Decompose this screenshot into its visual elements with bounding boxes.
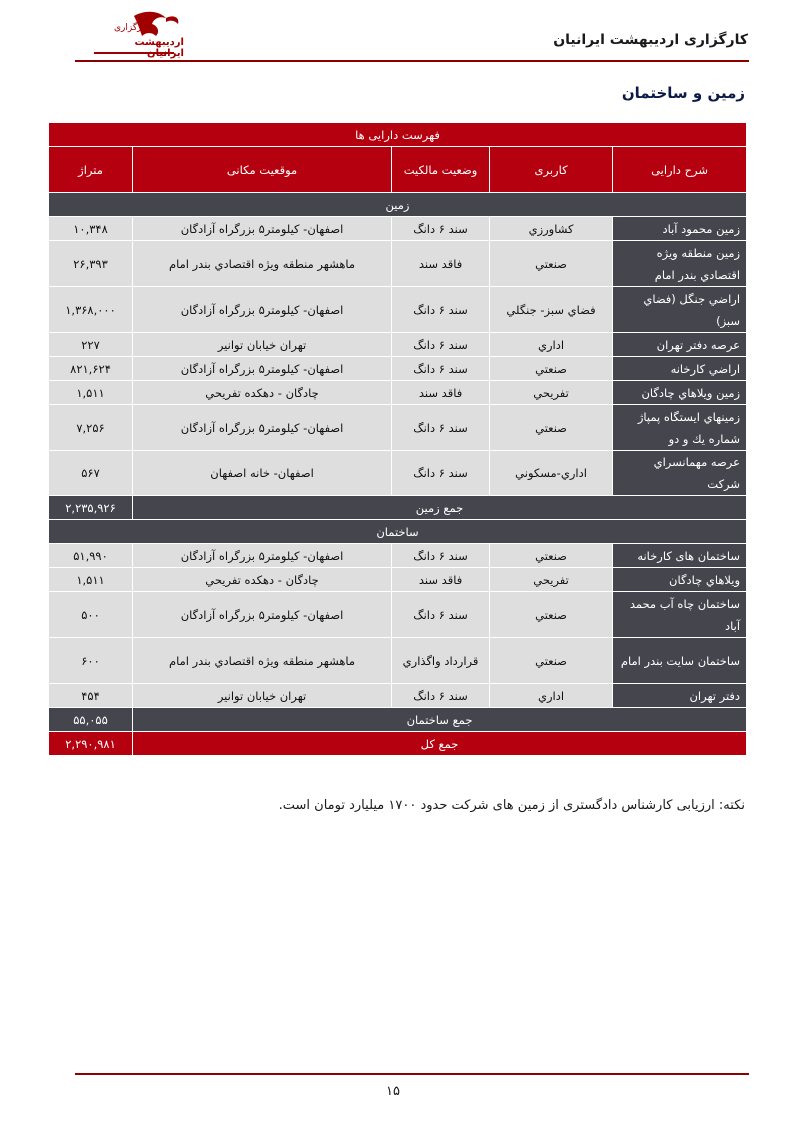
cell-usage: تفریحي <box>490 381 613 405</box>
grand-total-row <box>49 732 747 756</box>
table-row <box>49 241 747 287</box>
cell-area: ۵۶۷ <box>49 451 133 496</box>
cell-ownership: سند ۶ دانگ <box>392 544 490 568</box>
building-total-value: ۵۵,۰۵۵ <box>49 708 133 732</box>
land-group-label: زمین <box>49 193 747 217</box>
cell-area: ۲۲۷ <box>49 333 133 357</box>
cell-ownership: سند ۶ دانگ <box>392 592 490 638</box>
cell-usage: صنعتي <box>490 592 613 638</box>
cell-location: اصفهان- کیلومتر۵ بزرگراه آزادگان <box>133 287 392 333</box>
table-row <box>49 381 747 405</box>
cell-location: اصفهان- کیلومتر۵ بزرگراه آزادگان <box>133 405 392 451</box>
cell-desc: ویلاهاي چادگان <box>613 568 747 592</box>
cell-ownership: سند ۶ دانگ <box>392 217 490 241</box>
footer-divider <box>75 1073 749 1075</box>
cell-location: ماهشهر منطقه ویژه اقتصادي بندر امام <box>133 241 392 287</box>
cell-desc: عرصه دفتر تهران <box>613 333 747 357</box>
column-header-area: متراژ <box>49 147 133 193</box>
table-title: فهرست دارایی ها <box>49 123 747 147</box>
table-row <box>49 568 747 592</box>
cell-usage: اداري <box>490 684 613 708</box>
cell-ownership: سند ۶ دانگ <box>392 684 490 708</box>
cell-desc: عرصه مهمانسراي شرکت <box>613 451 747 496</box>
page-number: ۱۵ <box>386 1084 400 1099</box>
column-header-usage: کاربری <box>490 147 613 193</box>
table-header-row <box>49 147 747 193</box>
cell-area: ۲۶,۳۹۳ <box>49 241 133 287</box>
building-total-label: جمع ساختمان <box>133 708 747 732</box>
grand-total-value: ۲,۲۹۰,۹۸۱ <box>49 732 133 756</box>
table-title-row <box>49 123 747 147</box>
column-header-location: موقعیت مکانی <box>133 147 392 193</box>
cell-location: اصفهان- کیلومتر۵ بزرگراه آزادگان <box>133 544 392 568</box>
cell-usage: اداري <box>490 333 613 357</box>
cell-location: اصفهان- خانه اصفهان <box>133 451 392 496</box>
valuation-note: نکته: ارزیابی کارشناس دادگستری از زمین های شرکت حدود ۱۷۰۰ میلیارد تومان است. <box>278 798 745 813</box>
page-header <box>48 8 748 64</box>
column-header-ownership: وضعیت مالکیت <box>392 147 490 193</box>
logo-text-small: کارگزاری <box>114 23 149 33</box>
header-title: کارگزاری اردیبهشت ایرانیان <box>553 32 748 48</box>
land-total-row <box>49 496 747 520</box>
cell-usage: صنعتي <box>490 544 613 568</box>
table-row <box>49 544 747 568</box>
cell-area: ۸۲۱,۶۲۴ <box>49 357 133 381</box>
cell-desc: زمین منطقه ویژه اقتصادي بندر امام <box>613 241 747 287</box>
cell-ownership: فاقد سند <box>392 241 490 287</box>
table-row <box>49 357 747 381</box>
cell-usage: اداري-مسکوني <box>490 451 613 496</box>
cell-location: اصفهان- کیلومتر۵ بزرگراه آزادگان <box>133 217 392 241</box>
land-total-label: جمع زمین <box>133 496 747 520</box>
land-total-value: ۲,۲۳۵,۹۲۶ <box>49 496 133 520</box>
table-row <box>49 405 747 451</box>
cell-usage: صنعتي <box>490 405 613 451</box>
table-row <box>49 684 747 708</box>
cell-ownership: سند ۶ دانگ <box>392 451 490 496</box>
land-group-row <box>49 193 747 217</box>
section-title: زمین و ساختمان <box>621 84 745 102</box>
cell-ownership: سند ۶ دانگ <box>392 357 490 381</box>
cell-ownership: قرارداد واگذاري <box>392 638 490 684</box>
cell-desc: زمین محمود آباد <box>613 217 747 241</box>
cell-desc: زمین ویلاهاي چادگان <box>613 381 747 405</box>
building-total-row <box>49 708 747 732</box>
table-row <box>49 638 747 684</box>
cell-area: ۵۱,۹۹۰ <box>49 544 133 568</box>
cell-area: ۱,۵۱۱ <box>49 381 133 405</box>
cell-location: چادگان - دهکده تفریحي <box>133 381 392 405</box>
table-row <box>49 451 747 496</box>
cell-desc: دفتر تهران <box>613 684 747 708</box>
table-row <box>49 592 747 638</box>
header-divider <box>75 60 749 62</box>
cell-desc: ساختمان سایت بندر امام <box>613 638 747 684</box>
cell-area: ۷,۲۵۶ <box>49 405 133 451</box>
cell-usage: صنعتي <box>490 357 613 381</box>
cell-area: ۱,۵۱۱ <box>49 568 133 592</box>
cell-area: ۱,۳۶۸,۰۰۰ <box>49 287 133 333</box>
cell-desc: اراضي کارخانه <box>613 357 747 381</box>
cell-usage: تفریحي <box>490 568 613 592</box>
cell-ownership: سند ۶ دانگ <box>392 405 490 451</box>
cell-area: ۴۵۴ <box>49 684 133 708</box>
cell-location: ماهشهر منطقه ویژه اقتصادي بندر امام <box>133 638 392 684</box>
cell-location: چادگان - دهکده تفریحي <box>133 568 392 592</box>
cell-ownership: سند ۶ دانگ <box>392 287 490 333</box>
company-logo <box>74 8 184 58</box>
column-header-desc: شرح دارایی <box>613 147 747 193</box>
cell-desc: اراضي جنگل (فضاي سبز) <box>613 287 747 333</box>
building-group-label: ساختمان <box>49 520 747 544</box>
cell-usage: فضاي سبز- جنگلي <box>490 287 613 333</box>
cell-usage: صنعتي <box>490 241 613 287</box>
cell-desc: ساختمان های کارخانه <box>613 544 747 568</box>
table-row <box>49 333 747 357</box>
cell-ownership: سند ۶ دانگ <box>392 333 490 357</box>
table-row <box>49 287 747 333</box>
cell-location: اصفهان- کیلومتر۵ بزرگراه آزادگان <box>133 357 392 381</box>
cell-area: ۶۰۰ <box>49 638 133 684</box>
cell-desc: زمینهاي ایستگاه پمپاژ شماره یك و دو <box>613 405 747 451</box>
cell-area: ۵۰۰ <box>49 592 133 638</box>
cell-ownership: فاقد سند <box>392 381 490 405</box>
cell-area: ۱۰,۳۴۸ <box>49 217 133 241</box>
cell-location: تهران خیابان توانیر <box>133 684 392 708</box>
cell-ownership: فاقد سند <box>392 568 490 592</box>
cell-location: تهران خیابان توانیر <box>133 333 392 357</box>
asset-table <box>48 122 747 756</box>
cell-location: اصفهان- کیلومتر۵ بزرگراه آزادگان <box>133 592 392 638</box>
grand-total-label: جمع کل <box>133 732 747 756</box>
cell-usage: کشاورزي <box>490 217 613 241</box>
cell-usage: صنعتي <box>490 638 613 684</box>
cell-desc: ساختمان چاه آب محمد آباد <box>613 592 747 638</box>
building-group-row <box>49 520 747 544</box>
table-row <box>49 217 747 241</box>
logo-text-main: اردیبهشت ایرانیان <box>134 37 184 59</box>
